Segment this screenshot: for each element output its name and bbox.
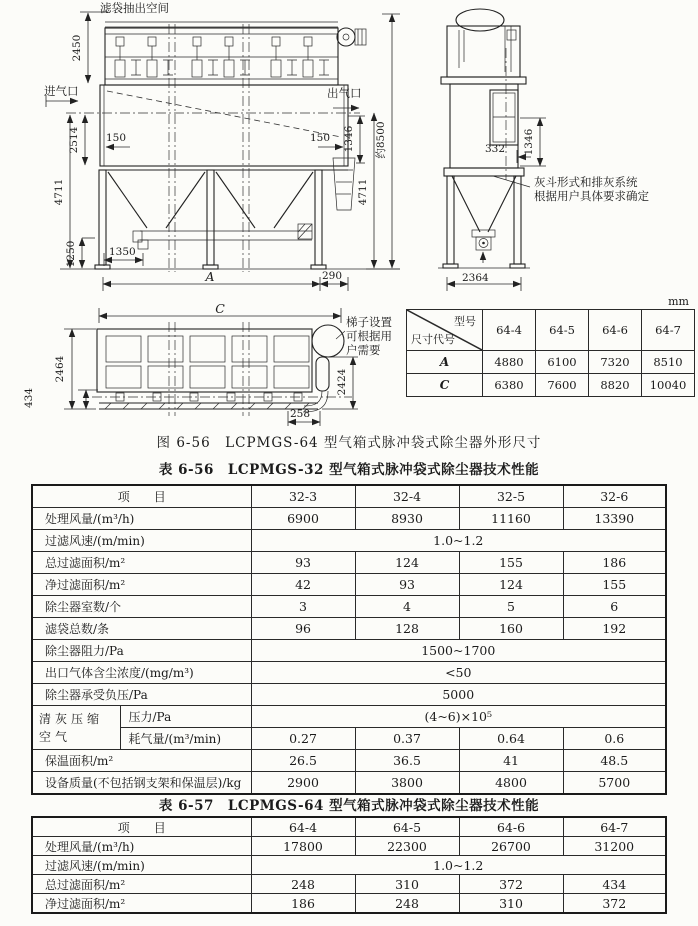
dim-1350: 1350	[109, 246, 136, 258]
model-col-64-7: 64-7	[642, 310, 695, 351]
group-label-compressed-air: 清灰压缩空气	[32, 706, 120, 750]
unit-label: mm	[668, 295, 689, 308]
table-row: 过滤风速/(m/min) 1.0~1.2	[32, 856, 666, 875]
table-6-57	[31, 816, 667, 914]
model-col-64-5: 64-5	[536, 310, 589, 351]
diag-header-dimcode: 尺寸代号	[411, 333, 455, 346]
roof-fan	[337, 28, 366, 46]
dim-row-A: A	[407, 351, 483, 374]
dim-258: 258	[290, 408, 311, 420]
figure-caption: 图 6-56 LCPMGS-64 型气箱式脉冲袋式除尘器外形尺寸	[156, 435, 542, 451]
diag-header-model: 型号	[454, 315, 476, 328]
dim-row-C: C	[407, 374, 483, 397]
dim-2424: 2424	[336, 368, 348, 396]
table-row: A 4880 6100 7320 8510	[407, 351, 695, 374]
dim-150-right: 150	[310, 132, 331, 144]
dim-290: 290	[322, 270, 343, 282]
table-row: 处理风量/(m³/h) 17800 22300 26700 31200	[32, 837, 666, 856]
dim-2450: 2450	[71, 34, 83, 62]
dim-1346-front: 1346	[343, 125, 355, 153]
dim-2464: 2464	[54, 355, 66, 383]
table-row: 出口气体含尘浓度/(mg/m³) <50	[32, 662, 666, 684]
ash-hoppers	[108, 172, 313, 249]
table-row: 耗气量/(m³/min) 0.27 0.37 0.64 0.6	[32, 728, 666, 750]
item-header: 项 目	[32, 485, 251, 508]
dim-4711-front: 4711	[53, 178, 65, 206]
dim-1250: 1250	[65, 240, 77, 268]
dim-8500: 约8500	[375, 121, 387, 159]
top-view-drawing	[23, 301, 392, 426]
table-row: 过滤风速/(m/min) 1.0~1.2	[32, 530, 666, 552]
table-6-57-title: 表 6-57 LCPMGS-64 型气箱式脉冲袋式除尘器技术性能	[158, 798, 540, 814]
dim-2514: 2514	[68, 126, 80, 154]
inlet-label: 进气口	[44, 84, 79, 98]
table-row: 保温面积/m² 26.5 36.5 41 48.5	[32, 750, 666, 772]
table-6-56-title: 表 6-56 LCPMGS-32 型气箱式脉冲袋式除尘器技术性能	[158, 462, 540, 478]
table-row: 除尘器室数/个 3 4 5 6	[32, 596, 666, 618]
table-row: 项 目 32-3 32-4 32-5 32-6	[32, 485, 666, 508]
table-row: 总过滤面积/m² 93 124 155 186	[32, 552, 666, 574]
model-col-64-4: 64-4	[483, 310, 536, 351]
table-row: 设备质量(不包括钢支架和保温层)/kg 2900 3800 4800 5700	[32, 772, 666, 795]
table-row: 净过滤面积/m² 42 93 124 155	[32, 574, 666, 596]
table-row: 项 目 64-4 64-5 64-6 64-7	[32, 817, 666, 837]
dim-434: 434	[23, 387, 35, 409]
table-row: 处理风量/(m³/h) 6900 8930 11160 13390	[32, 508, 666, 530]
dim-332: 332	[485, 143, 506, 155]
front-view-drawing	[44, 1, 400, 291]
ladder-note-line1: 梯子设置	[346, 315, 392, 329]
table-row: 除尘器承受负压/Pa 5000	[32, 684, 666, 706]
table-row: 滤袋总数/条 96 128 160 192	[32, 618, 666, 640]
rail-hatch	[105, 403, 309, 409]
table-row: 总过滤面积/m² 248 310 372 434	[32, 875, 666, 894]
dim-4711-side: 4711	[357, 178, 369, 206]
bag-cell-groups	[106, 336, 309, 388]
table-row: 净过滤面积/m² 186 248 310 372	[32, 894, 666, 914]
item-header: 项 目	[32, 817, 251, 837]
dim-2364: 2364	[462, 272, 489, 284]
dim-1346-side: 1346	[523, 128, 535, 156]
table-6-56	[31, 484, 667, 795]
dim-A: A	[205, 269, 215, 284]
table-row: C 6380 7600 8820 10040	[407, 374, 695, 397]
outlet-label: 出气口	[327, 86, 362, 100]
beam-posts	[131, 60, 329, 75]
model-col-64-6: 64-6	[589, 310, 642, 351]
ladder-note-line2: 可根据用	[346, 329, 392, 343]
dim-C: C	[215, 301, 225, 316]
dimension-table	[406, 295, 695, 397]
dim-150-left: 150	[106, 132, 127, 144]
hopper-note-line1: 灰斗形式和排灰系统	[534, 175, 638, 189]
hopper-note-line2: 根据用户具体要求确定	[534, 189, 649, 203]
diagonal-header-cell	[407, 310, 483, 351]
bag-space-label: 滤袋抽出空间	[100, 1, 169, 15]
table-row: 除尘器阻力/Pa 1500~1700	[32, 640, 666, 662]
table-row: 清灰压缩空气 压力/Pa (4~6)×10⁵	[32, 706, 666, 728]
ladder-note-line3: 户需要	[346, 343, 381, 357]
side-view-drawing	[357, 9, 649, 291]
